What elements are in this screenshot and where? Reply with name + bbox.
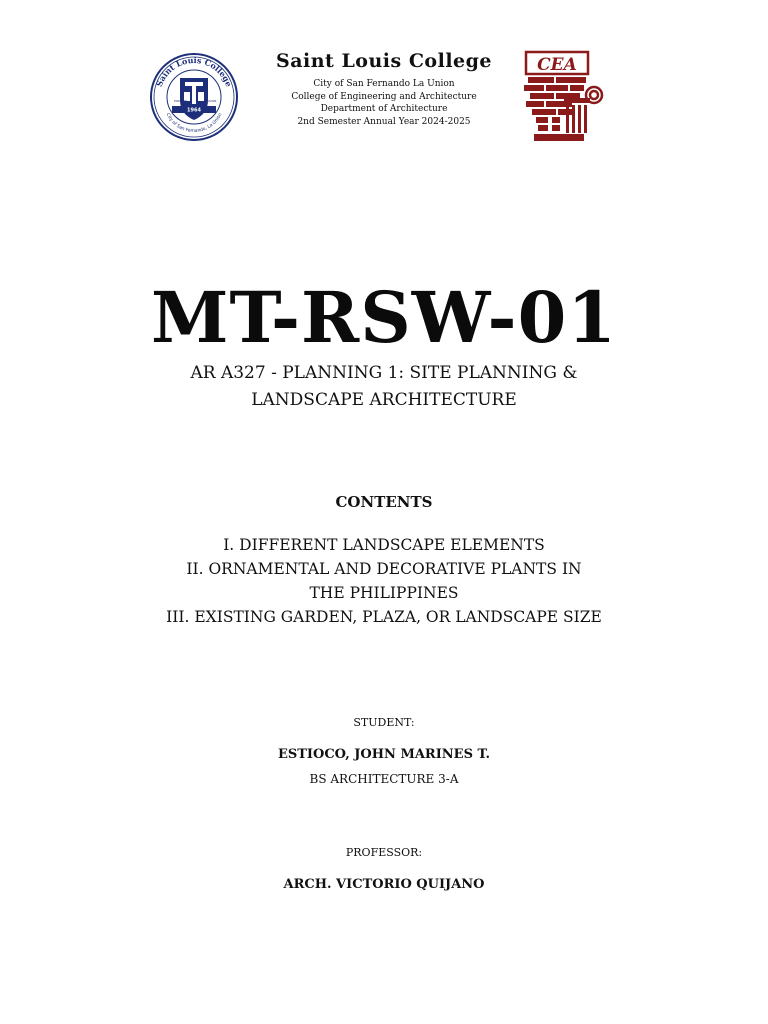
seal-year: 1964 bbox=[187, 107, 201, 114]
course-subtitle bbox=[0, 360, 768, 414]
saint-louis-college-seal-logo bbox=[142, 52, 246, 142]
header-line-semester: 2nd Semester Annual Year 2024-2025 bbox=[297, 116, 471, 127]
document-header bbox=[0, 48, 768, 148]
contents-item: THE PHILIPPINES bbox=[309, 584, 459, 602]
professor-label: PROFESSOR: bbox=[345, 846, 423, 859]
header-line-city: City of San Fernando La Union bbox=[313, 79, 455, 89]
contents-item: II. ORNAMENTAL AND DECORATIVE PLANTS IN bbox=[186, 560, 582, 578]
professor-name: ARCH. VICTORIO QUIJANO bbox=[283, 877, 485, 892]
cea-logo-text: CEA bbox=[537, 55, 577, 75]
contents-item: I. DIFFERENT LANDSCAPE ELEMENTS bbox=[223, 536, 545, 554]
seal-right-word: VISION bbox=[206, 99, 217, 103]
seal-bottom-text: City of San Fernando, La Union bbox=[164, 112, 224, 135]
header-text-block bbox=[260, 50, 508, 128]
header-line-department: Department of Architecture bbox=[320, 104, 448, 114]
course-subtitle-line-1: AR A327 - PLANNING 1: SITE PLANNING & bbox=[190, 363, 578, 383]
contents-list bbox=[0, 533, 768, 629]
seal-left-word: MISSION bbox=[174, 99, 187, 103]
contents-item: III. EXISTING GARDEN, PLAZA, OR LANDSCAPE SIZE bbox=[166, 608, 602, 626]
header-line-college: College of Engineering and Architecture bbox=[291, 91, 477, 102]
student-label: STUDENT: bbox=[353, 716, 415, 729]
course-subtitle-line-2: LANDSCAPE ARCHITECTURE bbox=[251, 390, 517, 410]
cea-column-logo bbox=[522, 50, 606, 144]
contents-heading: CONTENTS bbox=[335, 493, 433, 511]
seal-top-text: Saint Louis College bbox=[153, 54, 235, 89]
document-title: MT-RSW-01 bbox=[150, 276, 618, 359]
school-name: Saint Louis College bbox=[275, 50, 493, 72]
student-program: BS ARCHITECTURE 3-A bbox=[309, 772, 459, 786]
student-name: ESTIOCO, JOHN MARINES T. bbox=[277, 747, 491, 762]
